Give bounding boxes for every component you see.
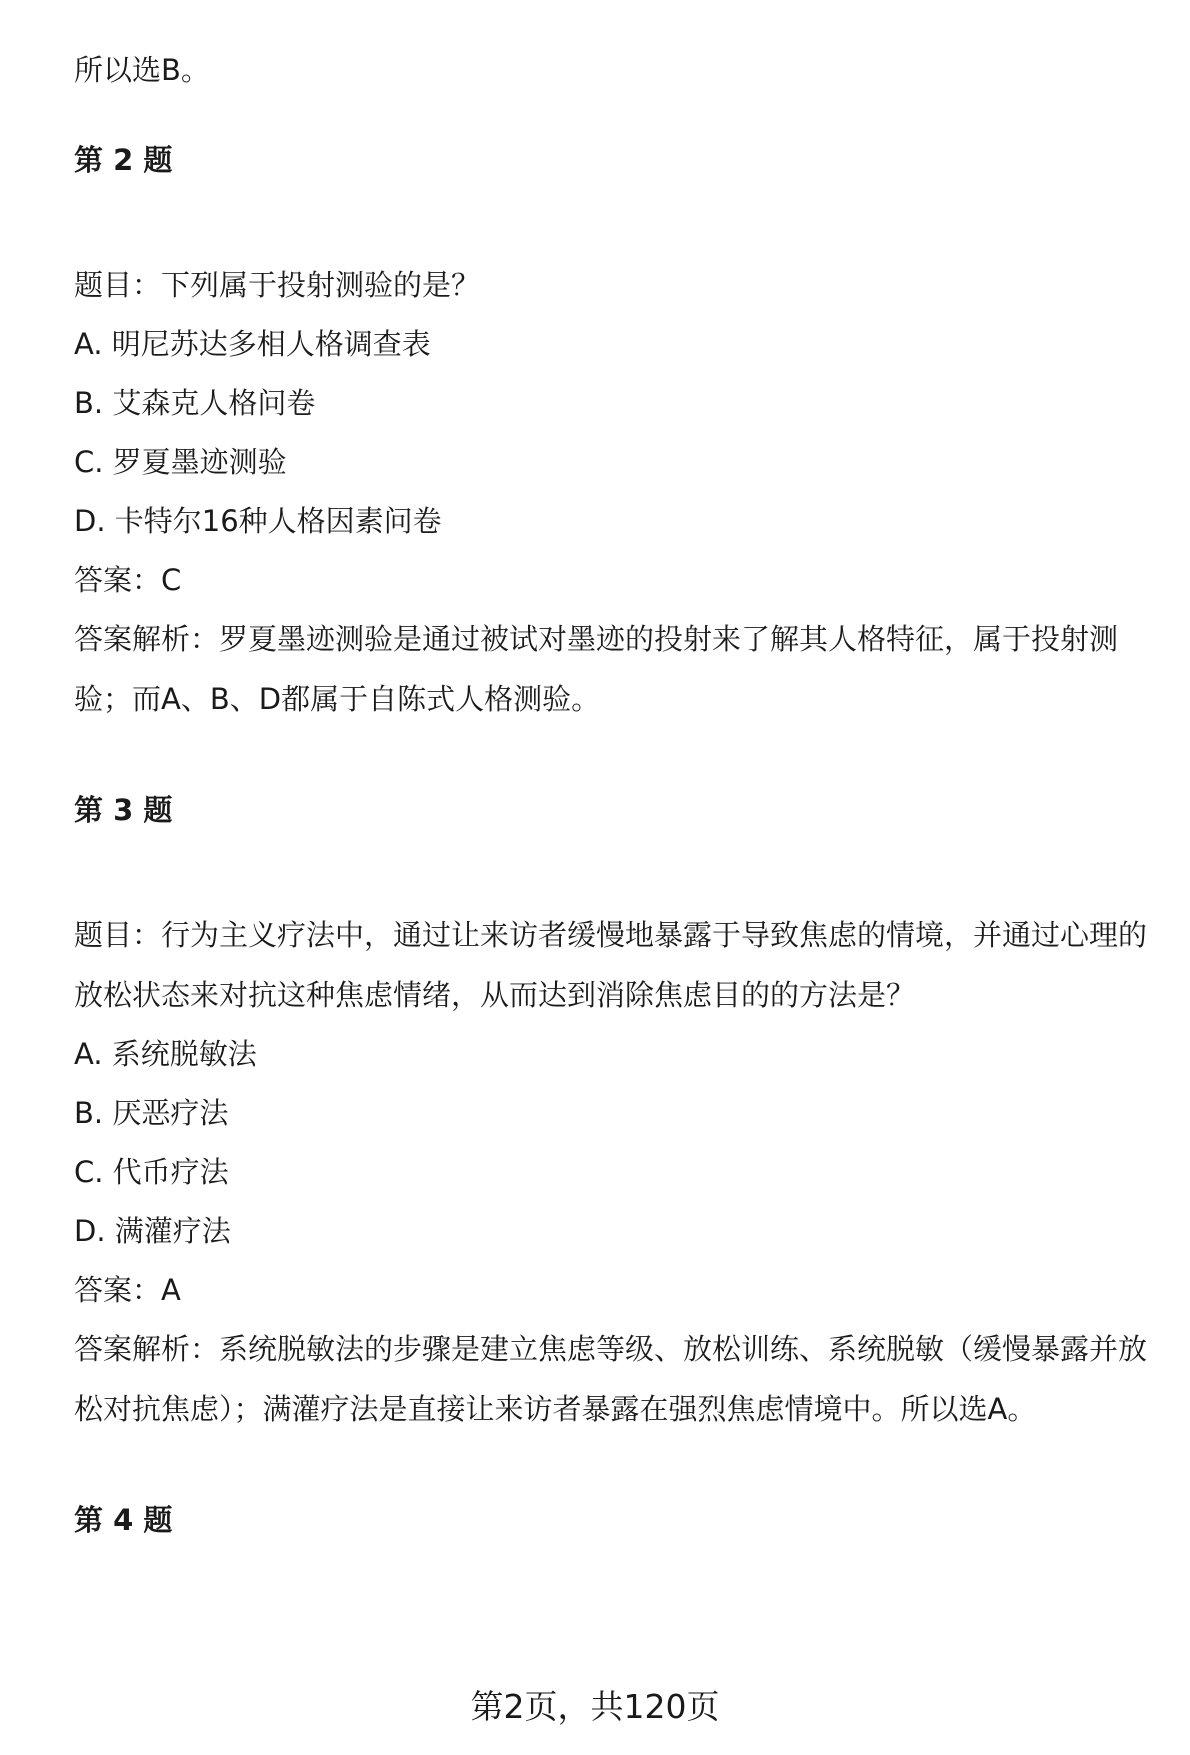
question-2-answer: 答案：C	[74, 563, 182, 597]
question-3-option-b: B. 厌恶疗法	[74, 1096, 229, 1130]
question-2-text: 题目：下列属于投射测验的是？	[74, 268, 481, 302]
question-2-option-a: A. 明尼苏达多相人格调查表	[74, 327, 431, 361]
question-2-option-b: B. 艾森克人格问卷	[74, 386, 316, 420]
question-3-text: 题目：行为主义疗法中，通过让来访者缓慢地暴露于导致焦虑的情境，并通过心理的放松状态来对抗这种焦虑情绪，从而达到消除焦虑目的的方法是？	[74, 918, 1148, 1012]
question-3-answer: 答案：A	[74, 1273, 181, 1307]
question-3-option-d: D. 满灌疗法	[74, 1214, 231, 1248]
question-2-option-c: C. 罗夏墨迹测验	[74, 445, 287, 479]
question-3-analysis: 答案解析：系统脱敏法的步骤是建立焦虑等级、放松训练、系统脱敏（缓慢暴露并放松对抗焦虑）；满灌疗法是直接让来访者暴露在强烈焦虑情境中。所以选A。	[74, 1332, 1148, 1426]
question-2-heading: 第 2 题	[74, 143, 173, 177]
question-2-analysis: 答案解析：罗夏墨迹测验是通过被试对墨迹的投射来了解其人格特征，属于投射测验；而A、B、D都属于自陈式人格测验。	[74, 622, 1119, 716]
question-3-option-a: A. 系统脱敏法	[74, 1037, 257, 1071]
question-3-option-c: C. 代币疗法	[74, 1155, 229, 1189]
question-3-heading: 第 3 题	[74, 793, 173, 827]
previous-answer-tail: 所以选B。	[74, 53, 210, 87]
question-4-heading: 第 4 题	[74, 1503, 173, 1537]
question-2-option-d: D. 卡特尔16种人格因素问卷	[74, 504, 442, 538]
page-number-footer: 第2页，共120页	[470, 1687, 720, 1726]
